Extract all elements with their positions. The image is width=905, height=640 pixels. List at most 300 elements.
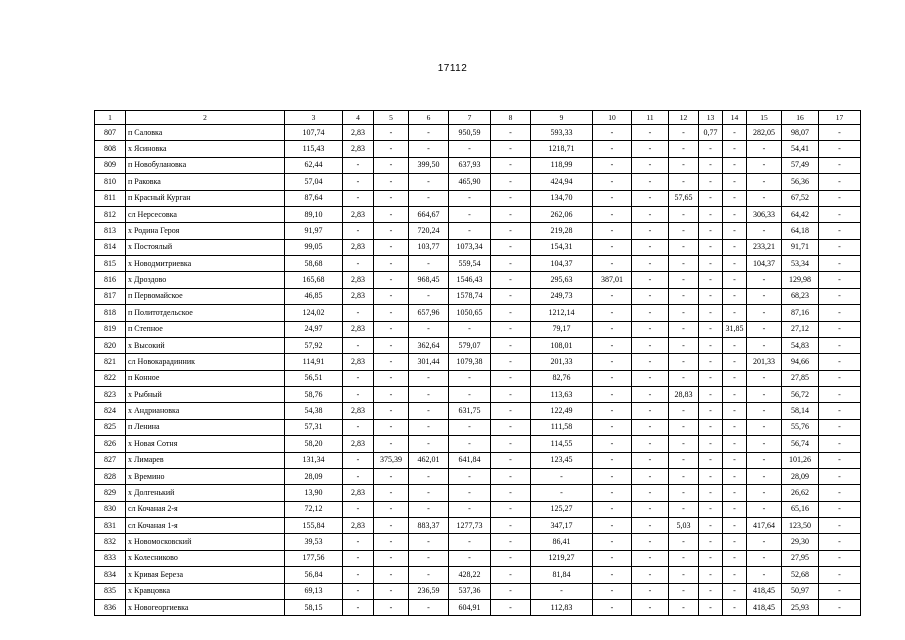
value-cell: - (669, 567, 699, 583)
value-cell: - (491, 387, 531, 403)
value-cell: - (723, 403, 747, 419)
value-cell: 55,76 (782, 419, 819, 435)
value-cell: - (669, 452, 699, 468)
row-number-cell: 835 (95, 583, 126, 599)
value-cell: - (632, 190, 669, 206)
value-cell: - (374, 305, 409, 321)
settlement-name-cell: п Саловка (126, 125, 285, 141)
value-cell: - (723, 354, 747, 370)
value-cell: 2,83 (343, 206, 374, 222)
value-cell: 46,85 (285, 288, 343, 304)
column-header: 5 (374, 111, 409, 125)
value-cell: - (723, 452, 747, 468)
value-cell: - (491, 403, 531, 419)
value-cell: 26,62 (782, 485, 819, 501)
value-cell: - (819, 174, 861, 190)
value-cell: 56,51 (285, 370, 343, 386)
value-cell: 86,41 (531, 534, 593, 550)
row-number-cell: 828 (95, 468, 126, 484)
value-cell: - (747, 337, 782, 353)
row-number-cell: 811 (95, 190, 126, 206)
value-cell: 125,27 (531, 501, 593, 517)
settlement-name-cell: сл Кочаная 1-я (126, 518, 285, 534)
value-cell: 111,58 (531, 419, 593, 435)
value-cell: 418,45 (747, 583, 782, 599)
value-cell: - (409, 501, 449, 517)
value-cell: - (669, 354, 699, 370)
value-cell: - (374, 174, 409, 190)
value-cell: 604,91 (449, 599, 491, 615)
value-cell: 201,33 (747, 354, 782, 370)
table-row (95, 550, 861, 566)
value-cell: - (593, 583, 632, 599)
value-cell: - (723, 190, 747, 206)
value-cell: 24,97 (285, 321, 343, 337)
table-row (95, 305, 861, 321)
row-number-cell: 834 (95, 567, 126, 583)
value-cell: - (374, 190, 409, 206)
value-cell: - (343, 501, 374, 517)
value-cell: - (531, 583, 593, 599)
value-cell: - (723, 305, 747, 321)
value-cell: 103,77 (409, 239, 449, 255)
value-cell: - (374, 485, 409, 501)
column-header: 12 (669, 111, 699, 125)
value-cell: - (723, 370, 747, 386)
value-cell: - (343, 174, 374, 190)
table-row (95, 354, 861, 370)
value-cell: - (632, 403, 669, 419)
value-cell: - (747, 567, 782, 583)
value-cell: - (343, 583, 374, 599)
table-row (95, 452, 861, 468)
value-cell: - (669, 239, 699, 255)
value-cell: - (747, 501, 782, 517)
value-cell: 1218,71 (531, 141, 593, 157)
value-cell: 2,83 (343, 436, 374, 452)
value-cell: - (723, 288, 747, 304)
table-row (95, 370, 861, 386)
value-cell: - (669, 174, 699, 190)
value-cell: - (343, 337, 374, 353)
value-cell: 462,01 (409, 452, 449, 468)
value-cell: - (819, 534, 861, 550)
settlement-name-cell: х Долгенький (126, 485, 285, 501)
value-cell: - (669, 206, 699, 222)
value-cell: 54,38 (285, 403, 343, 419)
value-cell: 94,66 (782, 354, 819, 370)
value-cell: - (449, 141, 491, 157)
value-cell: - (699, 354, 723, 370)
value-cell: - (632, 157, 669, 173)
value-cell: - (409, 125, 449, 141)
value-cell: 113,63 (531, 387, 593, 403)
value-cell: - (669, 223, 699, 239)
table-row (95, 321, 861, 337)
row-number-cell: 808 (95, 141, 126, 157)
row-number-cell: 810 (95, 174, 126, 190)
value-cell: - (747, 174, 782, 190)
value-cell: - (491, 125, 531, 141)
value-cell: - (723, 157, 747, 173)
value-cell: 347,17 (531, 518, 593, 534)
value-cell: - (819, 387, 861, 403)
value-cell: - (491, 272, 531, 288)
value-cell: - (491, 141, 531, 157)
value-cell: 57,65 (669, 190, 699, 206)
row-number-cell: 809 (95, 157, 126, 173)
value-cell: - (819, 190, 861, 206)
value-cell: 950,59 (449, 125, 491, 141)
column-header: 3 (285, 111, 343, 125)
value-cell: 720,24 (409, 223, 449, 239)
value-cell: - (343, 223, 374, 239)
value-cell: 79,17 (531, 321, 593, 337)
value-cell: - (343, 370, 374, 386)
row-number-cell: 832 (95, 534, 126, 550)
value-cell: - (747, 141, 782, 157)
value-cell: - (449, 206, 491, 222)
table-row (95, 599, 861, 615)
value-cell: - (699, 468, 723, 484)
value-cell: - (491, 599, 531, 615)
value-cell: 134,70 (531, 190, 593, 206)
value-cell: - (374, 206, 409, 222)
value-cell: 114,55 (531, 436, 593, 452)
value-cell: 123,45 (531, 452, 593, 468)
value-cell: - (632, 436, 669, 452)
value-cell: - (699, 190, 723, 206)
value-cell: - (593, 223, 632, 239)
value-cell: - (531, 468, 593, 484)
row-number-cell: 836 (95, 599, 126, 615)
value-cell: 64,42 (782, 206, 819, 222)
value-cell: - (632, 452, 669, 468)
value-cell: 301,44 (409, 354, 449, 370)
value-cell: - (699, 550, 723, 566)
value-cell: - (449, 501, 491, 517)
value-cell: - (343, 452, 374, 468)
value-cell: - (374, 223, 409, 239)
value-cell: - (343, 550, 374, 566)
value-cell: 13,90 (285, 485, 343, 501)
value-cell: - (632, 550, 669, 566)
value-cell: 114,91 (285, 354, 343, 370)
value-cell: - (723, 599, 747, 615)
value-cell: - (632, 223, 669, 239)
value-cell: 2,83 (343, 125, 374, 141)
value-cell: 115,43 (285, 141, 343, 157)
value-cell: - (669, 141, 699, 157)
value-cell: - (669, 403, 699, 419)
table-row (95, 518, 861, 534)
row-number-cell: 823 (95, 387, 126, 403)
value-cell: - (699, 599, 723, 615)
settlement-name-cell: х Родина Героя (126, 223, 285, 239)
settlement-name-cell: х Высокий (126, 337, 285, 353)
value-cell: - (491, 468, 531, 484)
value-cell: - (491, 419, 531, 435)
value-cell: - (374, 468, 409, 484)
value-cell: 52,68 (782, 567, 819, 583)
value-cell: 39,53 (285, 534, 343, 550)
value-cell: 123,50 (782, 518, 819, 534)
value-cell: - (747, 370, 782, 386)
settlement-name-cell: х Лимарев (126, 452, 285, 468)
row-number-cell: 818 (95, 305, 126, 321)
value-cell: 27,85 (782, 370, 819, 386)
value-cell: - (491, 354, 531, 370)
value-cell: 101,26 (782, 452, 819, 468)
value-cell: 72,12 (285, 501, 343, 517)
value-cell: 87,64 (285, 190, 343, 206)
value-cell: - (723, 337, 747, 353)
value-cell: - (699, 485, 723, 501)
value-cell: - (374, 256, 409, 272)
value-cell: - (449, 387, 491, 403)
value-cell: 1578,74 (449, 288, 491, 304)
value-cell: - (491, 157, 531, 173)
value-cell: - (699, 141, 723, 157)
value-cell: 57,04 (285, 174, 343, 190)
value-cell: - (491, 206, 531, 222)
value-cell: 579,07 (449, 337, 491, 353)
table-row (95, 485, 861, 501)
value-cell: - (374, 583, 409, 599)
value-cell: 87,16 (782, 305, 819, 321)
value-cell: - (819, 125, 861, 141)
value-cell: - (449, 534, 491, 550)
value-cell: 2,83 (343, 321, 374, 337)
column-header: 14 (723, 111, 747, 125)
value-cell: 201,33 (531, 354, 593, 370)
value-cell: - (343, 599, 374, 615)
value-cell: - (491, 452, 531, 468)
value-cell: 67,52 (782, 190, 819, 206)
value-cell: - (374, 567, 409, 583)
value-cell: - (819, 419, 861, 435)
value-cell: 64,18 (782, 223, 819, 239)
value-cell: - (819, 157, 861, 173)
value-cell: - (747, 387, 782, 403)
value-cell: - (491, 239, 531, 255)
value-cell: - (699, 501, 723, 517)
value-cell: - (491, 583, 531, 599)
value-cell: - (374, 387, 409, 403)
value-cell: - (593, 354, 632, 370)
value-cell: 417,64 (747, 518, 782, 534)
value-cell: 249,73 (531, 288, 593, 304)
table-row (95, 468, 861, 484)
value-cell: 81,84 (531, 567, 593, 583)
settlement-name-cell: п Степное (126, 321, 285, 337)
value-cell: - (632, 206, 669, 222)
value-cell: - (409, 468, 449, 484)
column-header: 10 (593, 111, 632, 125)
value-cell: 28,09 (782, 468, 819, 484)
value-cell: - (343, 190, 374, 206)
value-cell: - (593, 256, 632, 272)
value-cell: 387,01 (593, 272, 632, 288)
value-cell: - (669, 125, 699, 141)
value-cell: 27,12 (782, 321, 819, 337)
data-table (94, 110, 861, 616)
value-cell: - (593, 337, 632, 353)
row-number-cell: 820 (95, 337, 126, 353)
value-cell: - (531, 485, 593, 501)
row-number-cell: 824 (95, 403, 126, 419)
value-cell: - (699, 206, 723, 222)
value-cell: - (491, 174, 531, 190)
table-row (95, 288, 861, 304)
value-cell: - (449, 550, 491, 566)
value-cell: - (632, 387, 669, 403)
value-cell: - (409, 436, 449, 452)
value-cell: - (819, 370, 861, 386)
value-cell: - (699, 534, 723, 550)
value-cell: - (593, 141, 632, 157)
settlement-name-cell: х Новодмитриевка (126, 256, 285, 272)
value-cell: - (669, 272, 699, 288)
value-cell: - (699, 403, 723, 419)
value-cell: 107,74 (285, 125, 343, 141)
value-cell: - (632, 419, 669, 435)
value-cell: 664,67 (409, 206, 449, 222)
value-cell: - (723, 534, 747, 550)
value-cell: - (699, 583, 723, 599)
row-number-cell: 814 (95, 239, 126, 255)
value-cell: 58,14 (782, 403, 819, 419)
value-cell: - (632, 567, 669, 583)
value-cell: - (819, 567, 861, 583)
value-cell: 154,31 (531, 239, 593, 255)
value-cell: 2,83 (343, 141, 374, 157)
value-cell: - (593, 550, 632, 566)
value-cell: 68,23 (782, 288, 819, 304)
table-row (95, 583, 861, 599)
table-row (95, 174, 861, 190)
value-cell: - (449, 436, 491, 452)
value-cell: - (593, 403, 632, 419)
value-cell: 1546,43 (449, 272, 491, 288)
value-cell: - (409, 288, 449, 304)
value-cell: - (491, 190, 531, 206)
value-cell: - (699, 452, 723, 468)
value-cell: 91,71 (782, 239, 819, 255)
value-cell: - (343, 468, 374, 484)
table-row (95, 501, 861, 517)
value-cell: 56,72 (782, 387, 819, 403)
value-cell: - (819, 206, 861, 222)
row-number-cell: 831 (95, 518, 126, 534)
value-cell: - (669, 501, 699, 517)
value-cell: 428,22 (449, 567, 491, 583)
value-cell: - (699, 436, 723, 452)
value-cell: - (632, 141, 669, 157)
value-cell: - (374, 337, 409, 353)
value-cell: - (819, 305, 861, 321)
value-cell: 98,07 (782, 125, 819, 141)
value-cell: - (374, 125, 409, 141)
value-cell: - (747, 305, 782, 321)
value-cell: - (632, 534, 669, 550)
value-cell: - (819, 256, 861, 272)
row-number-cell: 833 (95, 550, 126, 566)
value-cell: - (699, 288, 723, 304)
value-cell: 58,76 (285, 387, 343, 403)
value-cell: 31,85 (723, 321, 747, 337)
value-cell: 0,77 (699, 125, 723, 141)
value-cell: - (491, 436, 531, 452)
value-cell: 236,59 (409, 583, 449, 599)
value-cell: - (723, 436, 747, 452)
value-cell: - (593, 419, 632, 435)
value-cell: - (409, 534, 449, 550)
value-cell: 108,01 (531, 337, 593, 353)
value-cell: - (699, 239, 723, 255)
value-cell: - (593, 206, 632, 222)
value-cell: - (819, 403, 861, 419)
value-cell: - (632, 501, 669, 517)
value-cell: 219,28 (531, 223, 593, 239)
value-cell: - (699, 321, 723, 337)
value-cell: - (449, 485, 491, 501)
table-row (95, 157, 861, 173)
value-cell: 306,33 (747, 206, 782, 222)
value-cell: 155,84 (285, 518, 343, 534)
value-cell: - (374, 239, 409, 255)
table-row (95, 256, 861, 272)
settlement-name-cell: п Раковка (126, 174, 285, 190)
value-cell: - (723, 518, 747, 534)
value-cell: 118,99 (531, 157, 593, 173)
value-cell: - (723, 485, 747, 501)
value-cell: 641,84 (449, 452, 491, 468)
row-number-cell: 815 (95, 256, 126, 272)
value-cell: - (343, 534, 374, 550)
value-cell: - (747, 190, 782, 206)
value-cell: - (632, 256, 669, 272)
value-cell: 112,83 (531, 599, 593, 615)
settlement-name-cell: х Кравцовка (126, 583, 285, 599)
value-cell: - (747, 288, 782, 304)
value-cell: 2,83 (343, 403, 374, 419)
value-cell: 5,03 (669, 518, 699, 534)
value-cell: - (669, 321, 699, 337)
settlement-name-cell: сл Новокарадинник (126, 354, 285, 370)
value-cell: 56,84 (285, 567, 343, 583)
value-cell: - (593, 567, 632, 583)
value-cell: - (819, 321, 861, 337)
value-cell: - (593, 485, 632, 501)
value-cell: - (747, 452, 782, 468)
row-number-cell: 829 (95, 485, 126, 501)
column-header: 11 (632, 111, 669, 125)
value-cell: 69,13 (285, 583, 343, 599)
value-cell: 1212,14 (531, 305, 593, 321)
value-cell: - (747, 468, 782, 484)
value-cell: - (491, 337, 531, 353)
value-cell: - (747, 436, 782, 452)
value-cell: - (449, 190, 491, 206)
value-cell: - (699, 174, 723, 190)
value-cell: - (747, 157, 782, 173)
settlement-name-cell: х Дроздово (126, 272, 285, 288)
row-number-cell: 827 (95, 452, 126, 468)
value-cell: - (409, 321, 449, 337)
value-cell: - (374, 272, 409, 288)
table-row (95, 534, 861, 550)
